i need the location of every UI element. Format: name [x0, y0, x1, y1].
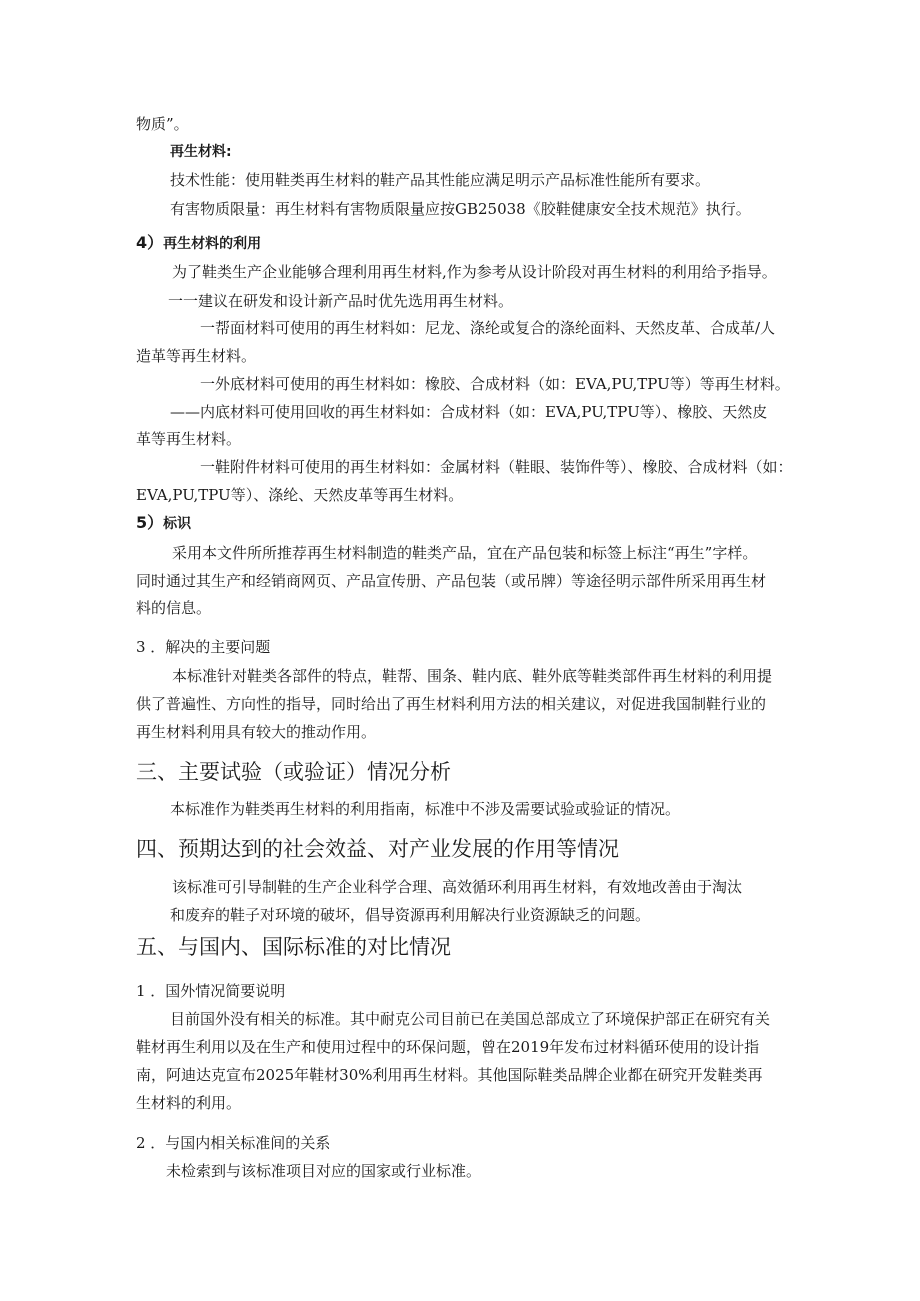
text-line: 和废弃的鞋子对环境的破坏，倡导资源再利用解决行业资源缺乏的问题。	[170, 906, 651, 924]
section-number: 4）	[136, 233, 164, 252]
text-line: 供了普遍性、方向性的指导，同时给出了再生材料利用方法的相关建议，对促进我国制鞋行业的	[136, 695, 767, 713]
text-line: 物质”。	[136, 115, 189, 133]
subheading-recycled-material: 再生材料:	[170, 144, 232, 160]
chapter-heading-4: 四、预期达到的社会效益、对产业发展的作用等情况	[136, 837, 619, 861]
text-line: 同时通过其生产和经销商网页、产品宣传册、产品包装（或吊牌）等途径明示部件所采用再生材	[136, 572, 767, 590]
section-title: 再生材料的利用	[163, 236, 262, 252]
text-line: 未检索到与该标准项目对应的国家或行业标准。	[166, 1162, 482, 1180]
text-line: 目前国外没有相关的标准。其中耐克公司目前已在美国总部成立了环境保护部正在研究有关	[170, 1010, 771, 1028]
text-line: 造革等再生材料。	[136, 347, 257, 365]
text-line: 采用本文件所所推荐再生材料制造的鞋类产品，宜在产品包装和标签上标注“再生”字样。	[172, 544, 758, 562]
text-line: 为了鞋类生产企业能够合理利用再生材料,作为参考从设计阶段对再生材料的利用给予指导。	[172, 263, 777, 281]
text-line: 该标准可引导制鞋的生产企业科学合理、高效循环利用再生材料，有效地改善由于淘汰	[172, 878, 743, 896]
text-line: 一一建议在研发和设计新产品时优先选用再生材料。	[168, 292, 514, 310]
section-number: 5）	[136, 513, 164, 532]
text-line: EVA,PU,TPU等）、涤纶、天然皮革等再生材料。	[136, 486, 464, 504]
chapter-heading-5: 五、与国内、国际标准的对比情况	[136, 935, 451, 959]
text-line: 南，阿迪达克宣布2025年鞋材30%利用再生材料。其他国际鞋类品牌企业都在研究开发鞋类再	[136, 1066, 763, 1084]
subsection-heading: 2 ．与国内相关标准间的关系	[136, 1134, 331, 1152]
text-line: ——内底材料可使用回收的再生材料如：合成材料（如：EVA,PU,TPU等）、橡胶、天然皮	[170, 403, 768, 421]
text-line: 生材料的利用。	[136, 1094, 242, 1112]
text-line: 一外底材料可使用的再生材料如：橡胶、合成材料（如：EVA,PU,TPU等）等再生材料。	[200, 375, 790, 393]
section-heading-5	[136, 513, 191, 534]
text-line: 本标准针对鞋类各部件的特点，鞋帮、围条、鞋内底、鞋外底等鞋类部件再生材料的利用提	[172, 667, 773, 685]
text-line: 革等再生材料。	[136, 430, 242, 448]
text-line: 一鞋附件材料可使用的再生材料如：金属材料（鞋眼、装饰件等）、橡胶、合成材料（如：	[200, 458, 793, 476]
text-line: 鞋材再生利用以及在生产和使用过程中的环保问题，曾在2019年发布过材料循环使用的设计指	[136, 1038, 760, 1056]
chapter-heading-3: 三、主要试验（或验证）情况分析	[136, 760, 451, 784]
section-title: 标识	[163, 516, 192, 532]
text-line: 再生材料利用具有较大的推动作用。	[136, 723, 377, 741]
text-line: 本标准作为鞋类再生材料的利用指南，标准中不涉及需要试验或验证的情况。	[170, 800, 681, 818]
text-line: 技术性能：使用鞋类再生材料的鞋产品其性能应满足明示产品标准性能所有要求。	[170, 171, 711, 189]
text-line: 一帮面材料可使用的再生材料如：尼龙、涤纶或复合的涤纶面料、天然皮革、合成革/人	[200, 319, 776, 337]
text-line: 料的信息。	[136, 599, 212, 617]
subsection-heading: 1 ．国外情况简要说明	[136, 982, 286, 1000]
text-line: 有害物质限量：再生材料有害物质限量应按GB25038《胶鞋健康安全技术规范》执行。	[170, 200, 751, 218]
subsection-heading: 3 ．解决的主要问题	[136, 638, 271, 656]
section-heading-4	[136, 233, 261, 254]
